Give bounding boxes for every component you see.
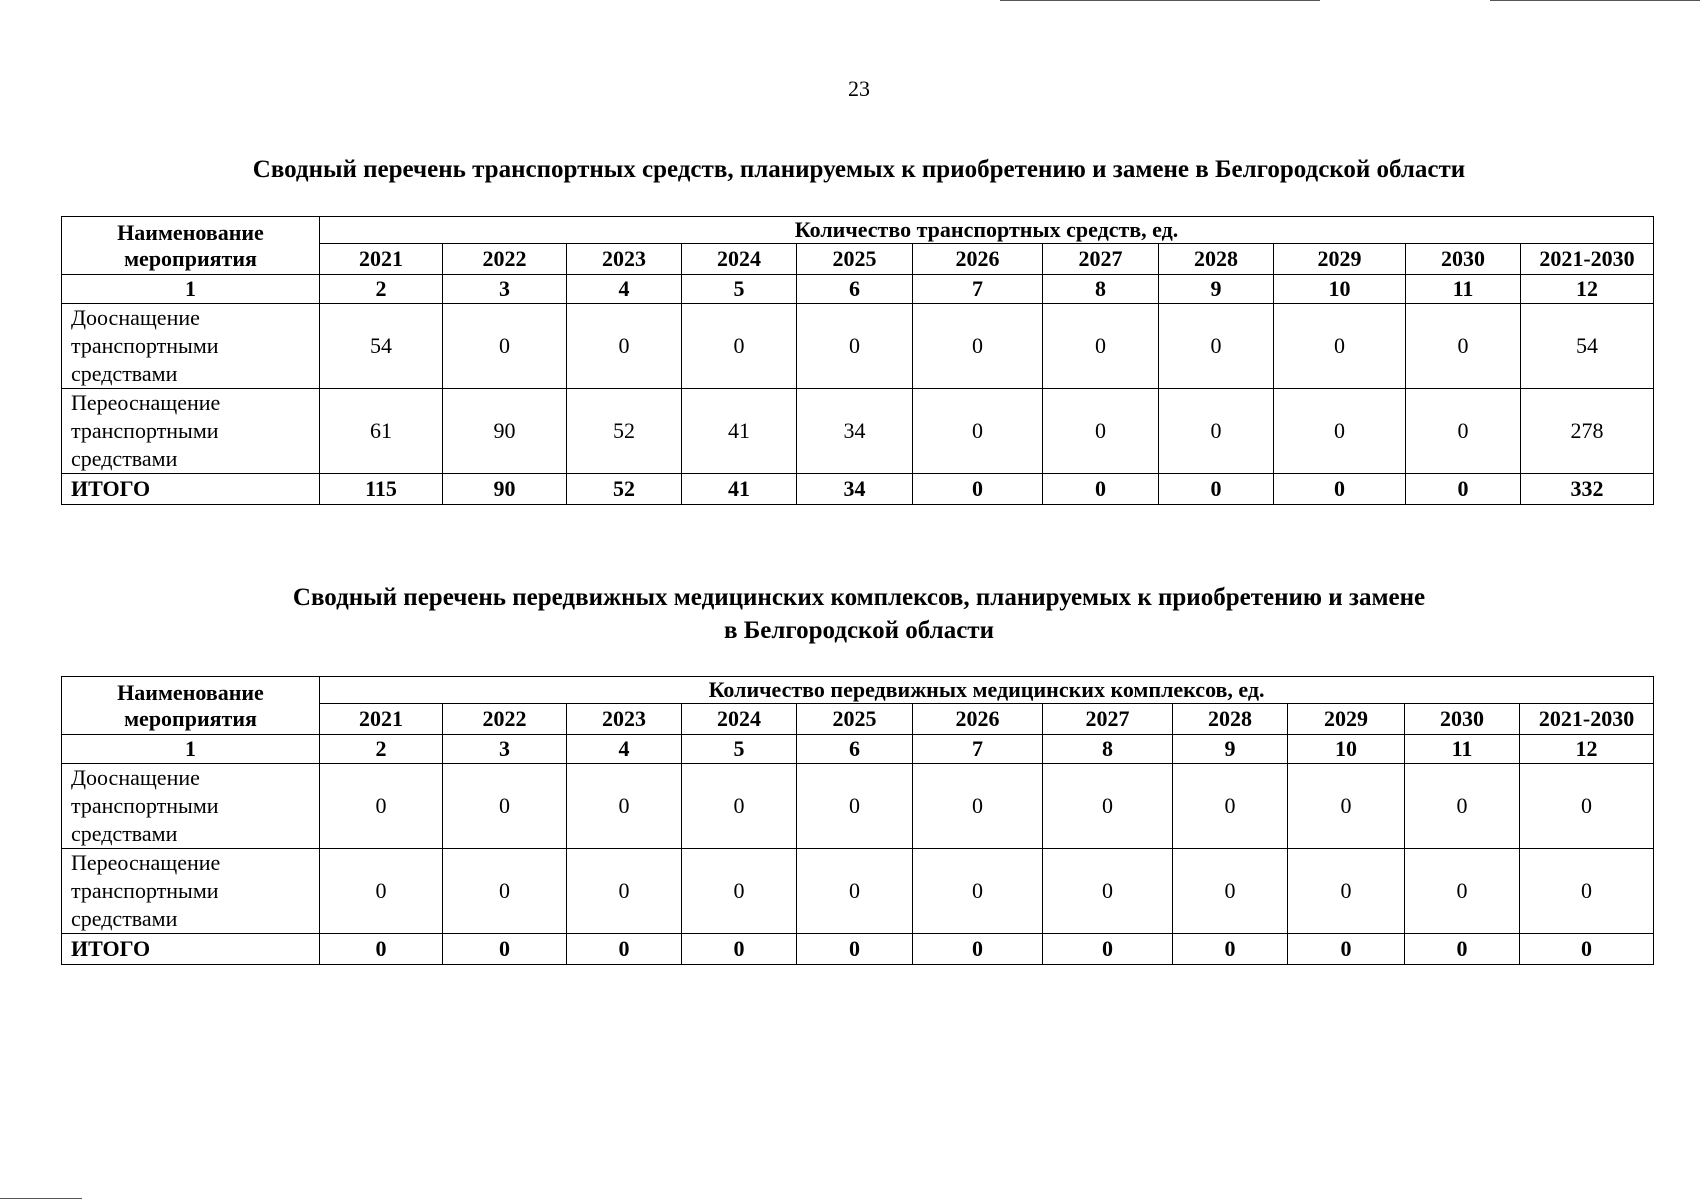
year-header: 2027 (1043, 704, 1173, 735)
column-number: 3 (443, 275, 567, 304)
row-label: Дооснащение транспортными средствами (62, 304, 320, 389)
table-row (62, 389, 1654, 474)
year-header: 2028 (1159, 244, 1274, 275)
cell-value: 61 (320, 389, 443, 474)
cell-value: 0 (1043, 849, 1173, 934)
column-number: 7 (913, 735, 1043, 764)
column-number: 1 (62, 275, 320, 304)
cell-value: 0 (443, 849, 567, 934)
column-number: 12 (1521, 275, 1654, 304)
year-header: 2026 (913, 704, 1043, 735)
header-group: Количество транспортных средств, ед. (320, 217, 1654, 244)
cell-value: 0 (797, 304, 913, 389)
row-label: Дооснащение транспортными средствами (62, 764, 320, 849)
cell-value: 0 (320, 849, 443, 934)
cell-value: 0 (1274, 304, 1406, 389)
total-value: 90 (443, 474, 567, 505)
column-number: 2 (320, 275, 443, 304)
cell-value: 0 (913, 849, 1043, 934)
cell-value: 0 (567, 764, 682, 849)
column-number: 5 (682, 275, 797, 304)
cell-value: 90 (443, 389, 567, 474)
year-header: 2022 (443, 704, 567, 735)
total-row (62, 474, 1654, 505)
header-group: Количество передвижных медицинских комплексов, ед. (320, 677, 1654, 704)
table-row (62, 849, 1654, 934)
cell-value: 0 (1274, 389, 1406, 474)
cell-value: 0 (913, 304, 1043, 389)
column-number: 2 (320, 735, 443, 764)
cell-value: 0 (443, 304, 567, 389)
year-header: 2023 (567, 244, 682, 275)
cell-value: 0 (1159, 389, 1274, 474)
total-value: 0 (1406, 474, 1521, 505)
total-value: 0 (913, 474, 1043, 505)
year-header: 2021 (320, 244, 443, 275)
year-header: 2021-2030 (1521, 244, 1654, 275)
total-value: 0 (443, 934, 567, 965)
total-value: 0 (913, 934, 1043, 965)
column-number: 3 (443, 735, 567, 764)
year-header: 2022 (443, 244, 567, 275)
year-header: 2029 (1274, 244, 1406, 275)
cell-value: 0 (1288, 849, 1405, 934)
table-header-row (62, 677, 1654, 704)
cell-value: 0 (1288, 764, 1405, 849)
cell-value: 0 (1173, 849, 1288, 934)
cell-value: 0 (1405, 849, 1520, 934)
total-value: 0 (1405, 934, 1520, 965)
table-header-row (62, 217, 1654, 244)
column-number: 6 (797, 735, 913, 764)
total-value: 115 (320, 474, 443, 505)
row-label: Переоснащение транспортными средствами (62, 389, 320, 474)
cell-value: 0 (1159, 304, 1274, 389)
cell-value: 0 (797, 764, 913, 849)
total-value: 0 (567, 934, 682, 965)
total-value: 0 (682, 934, 797, 965)
total-label: ИТОГО (62, 934, 320, 965)
table2-title-line2: в Белгородской области (724, 617, 994, 644)
column-number: 10 (1274, 275, 1406, 304)
year-header: 2024 (682, 704, 797, 735)
column-number: 9 (1159, 275, 1274, 304)
cell-value: 0 (913, 764, 1043, 849)
cell-value: 0 (1043, 304, 1159, 389)
cell-value: 0 (1520, 764, 1654, 849)
table-row (62, 304, 1654, 389)
year-header: 2025 (797, 244, 913, 275)
total-value: 0 (1173, 934, 1288, 965)
total-value: 0 (797, 934, 913, 965)
column-number: 4 (567, 275, 682, 304)
table2-title (0, 581, 1708, 647)
year-header: 2021 (320, 704, 443, 735)
cell-value: 0 (1520, 849, 1654, 934)
cell-value: 0 (1406, 304, 1521, 389)
total-value: 0 (320, 934, 443, 965)
scan-edge-line (1000, 0, 1320, 1)
cell-value: 0 (1043, 389, 1159, 474)
cell-value: 0 (682, 764, 797, 849)
column-number: 11 (1406, 275, 1521, 304)
cell-value: 34 (797, 389, 913, 474)
row-label: Переоснащение транспортными средствами (62, 849, 320, 934)
table-row (62, 764, 1654, 849)
column-number: 4 (567, 735, 682, 764)
year-header: 2030 (1405, 704, 1520, 735)
cell-value: 0 (913, 389, 1043, 474)
year-header: 2028 (1173, 704, 1288, 735)
cell-value: 0 (443, 764, 567, 849)
total-value: 332 (1521, 474, 1654, 505)
cell-value: 41 (682, 389, 797, 474)
column-number: 7 (913, 275, 1043, 304)
column-number: 11 (1405, 735, 1520, 764)
cell-value: 0 (567, 849, 682, 934)
column-number: 8 (1043, 735, 1173, 764)
cell-value: 0 (567, 304, 682, 389)
cell-value: 0 (682, 849, 797, 934)
year-header: 2021-2030 (1520, 704, 1654, 735)
cell-value: 54 (1521, 304, 1654, 389)
mobile-complexes-summary-table (61, 676, 1654, 965)
total-value: 0 (1520, 934, 1654, 965)
cell-value: 52 (567, 389, 682, 474)
cell-value: 0 (1406, 389, 1521, 474)
year-header: 2023 (567, 704, 682, 735)
total-value: 0 (1043, 474, 1159, 505)
year-header: 2025 (797, 704, 913, 735)
column-number-row (62, 735, 1654, 764)
table2-title-line1: Сводный перечень передвижных медицинских комплексов, планируемых к приобретению и замене (292, 584, 1426, 611)
cell-value: 54 (320, 304, 443, 389)
total-row (62, 934, 1654, 965)
year-header: 2027 (1043, 244, 1159, 275)
total-value: 0 (1288, 934, 1405, 965)
column-number: 12 (1520, 735, 1654, 764)
column-number: 9 (1173, 735, 1288, 764)
total-value: 34 (797, 474, 913, 505)
cell-value: 278 (1521, 389, 1654, 474)
cell-value: 0 (320, 764, 443, 849)
year-header: 2029 (1288, 704, 1405, 735)
column-number-row (62, 275, 1654, 304)
total-value: 0 (1274, 474, 1406, 505)
cell-value: 0 (1405, 764, 1520, 849)
column-number: 8 (1043, 275, 1159, 304)
vehicles-summary-table (61, 216, 1654, 505)
page-number: 23 (848, 76, 870, 101)
column-number: 10 (1288, 735, 1405, 764)
column-number: 6 (797, 275, 913, 304)
year-header: 2030 (1406, 244, 1521, 275)
total-value: 0 (1043, 934, 1173, 965)
cell-value: 0 (682, 304, 797, 389)
column-number: 5 (682, 735, 797, 764)
total-value: 52 (567, 474, 682, 505)
cell-value: 0 (797, 849, 913, 934)
scan-edge-line (0, 1198, 82, 1199)
cell-value: 0 (1043, 764, 1173, 849)
total-value: 41 (682, 474, 797, 505)
scan-edge-line (1490, 0, 1700, 1)
table1-title: Сводный перечень транспортных средств, планируемых к приобретению и замене в Белгородской области (252, 156, 1466, 183)
year-header: 2026 (913, 244, 1043, 275)
header-name: Наименование мероприятия (62, 677, 320, 735)
header-name: Наименование мероприятия (62, 217, 320, 275)
total-label: ИТОГО (62, 474, 320, 505)
column-number: 1 (62, 735, 320, 764)
cell-value: 0 (1173, 764, 1288, 849)
year-header: 2024 (682, 244, 797, 275)
total-value: 0 (1159, 474, 1274, 505)
